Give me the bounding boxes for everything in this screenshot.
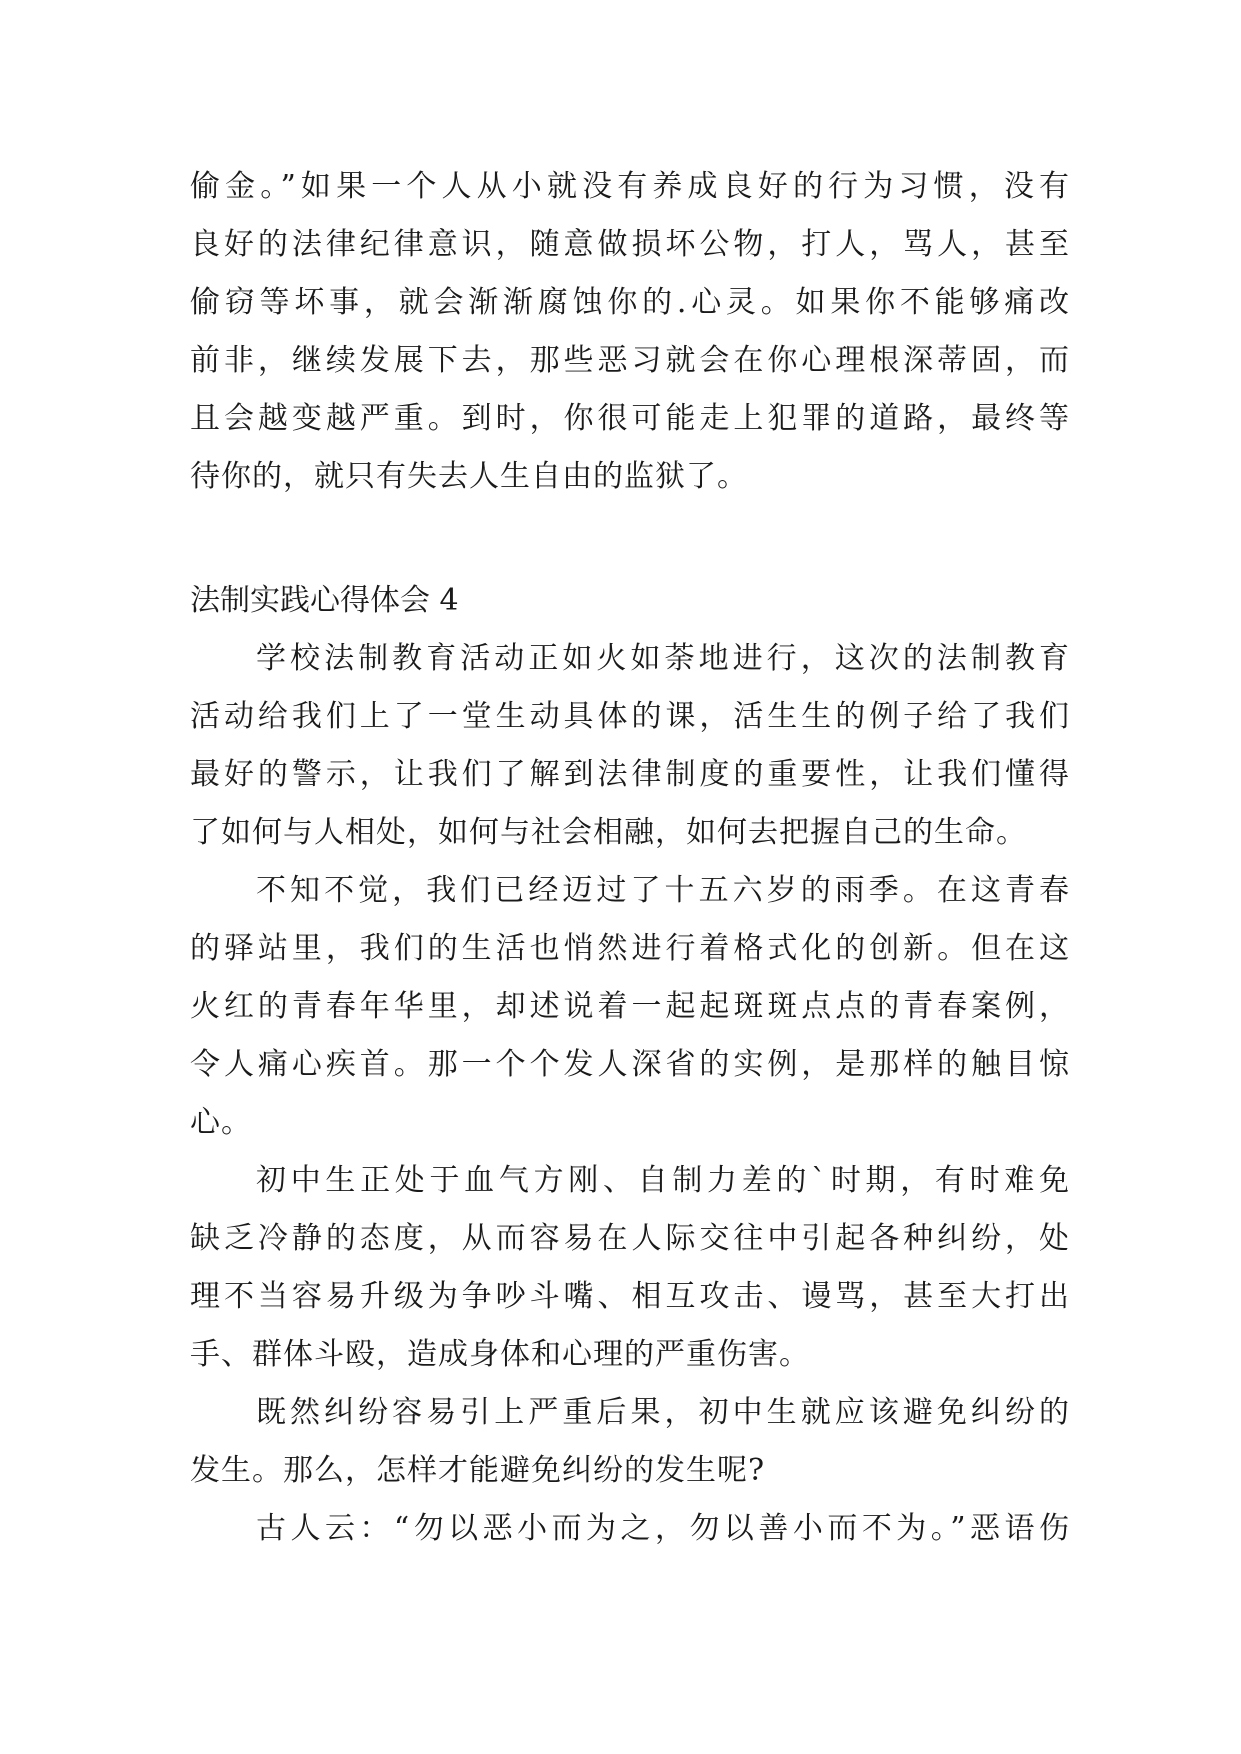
paragraph-1 (190, 630, 1070, 862)
text-line: 不知不觉，我们已经迈过了十五六岁的雨季。在这青春 (256, 873, 1070, 908)
text-line: 偷窃等坏事，就会渐渐腐蚀你的.心灵。如果你不能够痛改 (190, 285, 1070, 320)
paragraph-5 (190, 1500, 1070, 1558)
text-line: 的驿站里，我们的生活也悄然进行着格式化的创新。但在这 (190, 931, 1070, 966)
section-heading: 法制实践心得体会 4 (190, 583, 459, 618)
text-line: 最好的警示，让我们了解到法律制度的重要性，让我们懂得 (190, 757, 1070, 792)
text-line: 缺乏冷静的态度，从而容易在人际交往中引起各种纠纷，处 (190, 1221, 1070, 1256)
text-line: 前非，继续发展下去，那些恶习就会在你心理根深蒂固，而 (190, 343, 1070, 378)
paragraph-3 (190, 1152, 1070, 1384)
text-line: 活动给我们上了一堂生动具体的课，活生生的例子给了我们 (190, 699, 1070, 734)
text-line: 良好的法律纪律意识，随意做损坏公物，打人，骂人，甚至 (190, 227, 1070, 262)
text-line: 火红的青春年华里，却述说着一起起斑斑点点的青春案例， (190, 989, 1070, 1024)
text-line: 偷金。”如果一个人从小就没有养成良好的行为习惯，没有 (190, 169, 1070, 204)
text-line: 待你的，就只有失去人生自由的监狱了。 (190, 459, 748, 494)
continuation-paragraph (190, 158, 1070, 506)
paragraph-4 (190, 1384, 1070, 1500)
paragraph-2 (190, 862, 1070, 1152)
text-line: 手、群体斗殴，造成身体和心理的严重伤害。 (190, 1337, 810, 1372)
text-line: 了如何与人相处，如何与社会相融，如何去把握自己的生命。 (190, 815, 1027, 850)
text-line: 既然纠纷容易引上严重后果，初中生就应该避免纠纷的 (256, 1395, 1070, 1430)
text-line: 且会越变越严重。到时，你很可能走上犯罪的道路，最终等 (190, 401, 1070, 436)
text-line: 心。 (190, 1105, 252, 1140)
text-line: 令人痛心疾首。那一个个发人深省的实例，是那样的触目惊 (190, 1047, 1070, 1082)
text-line: 发生。那么，怎样才能避免纠纷的发生呢? (190, 1453, 766, 1488)
text-line: 学校法制教育活动正如火如荼地进行，这次的法制教育 (256, 641, 1070, 676)
text-line: 理不当容易升级为争吵斗嘴、相互攻击、谩骂，甚至大打出 (190, 1279, 1070, 1314)
text-line: 古人云：“勿以恶小而为之，勿以善小而不为。”恶语伤 (256, 1511, 1070, 1546)
text-line: 初中生正处于血气方刚、自制力差的`时期，有时难免 (256, 1163, 1070, 1198)
